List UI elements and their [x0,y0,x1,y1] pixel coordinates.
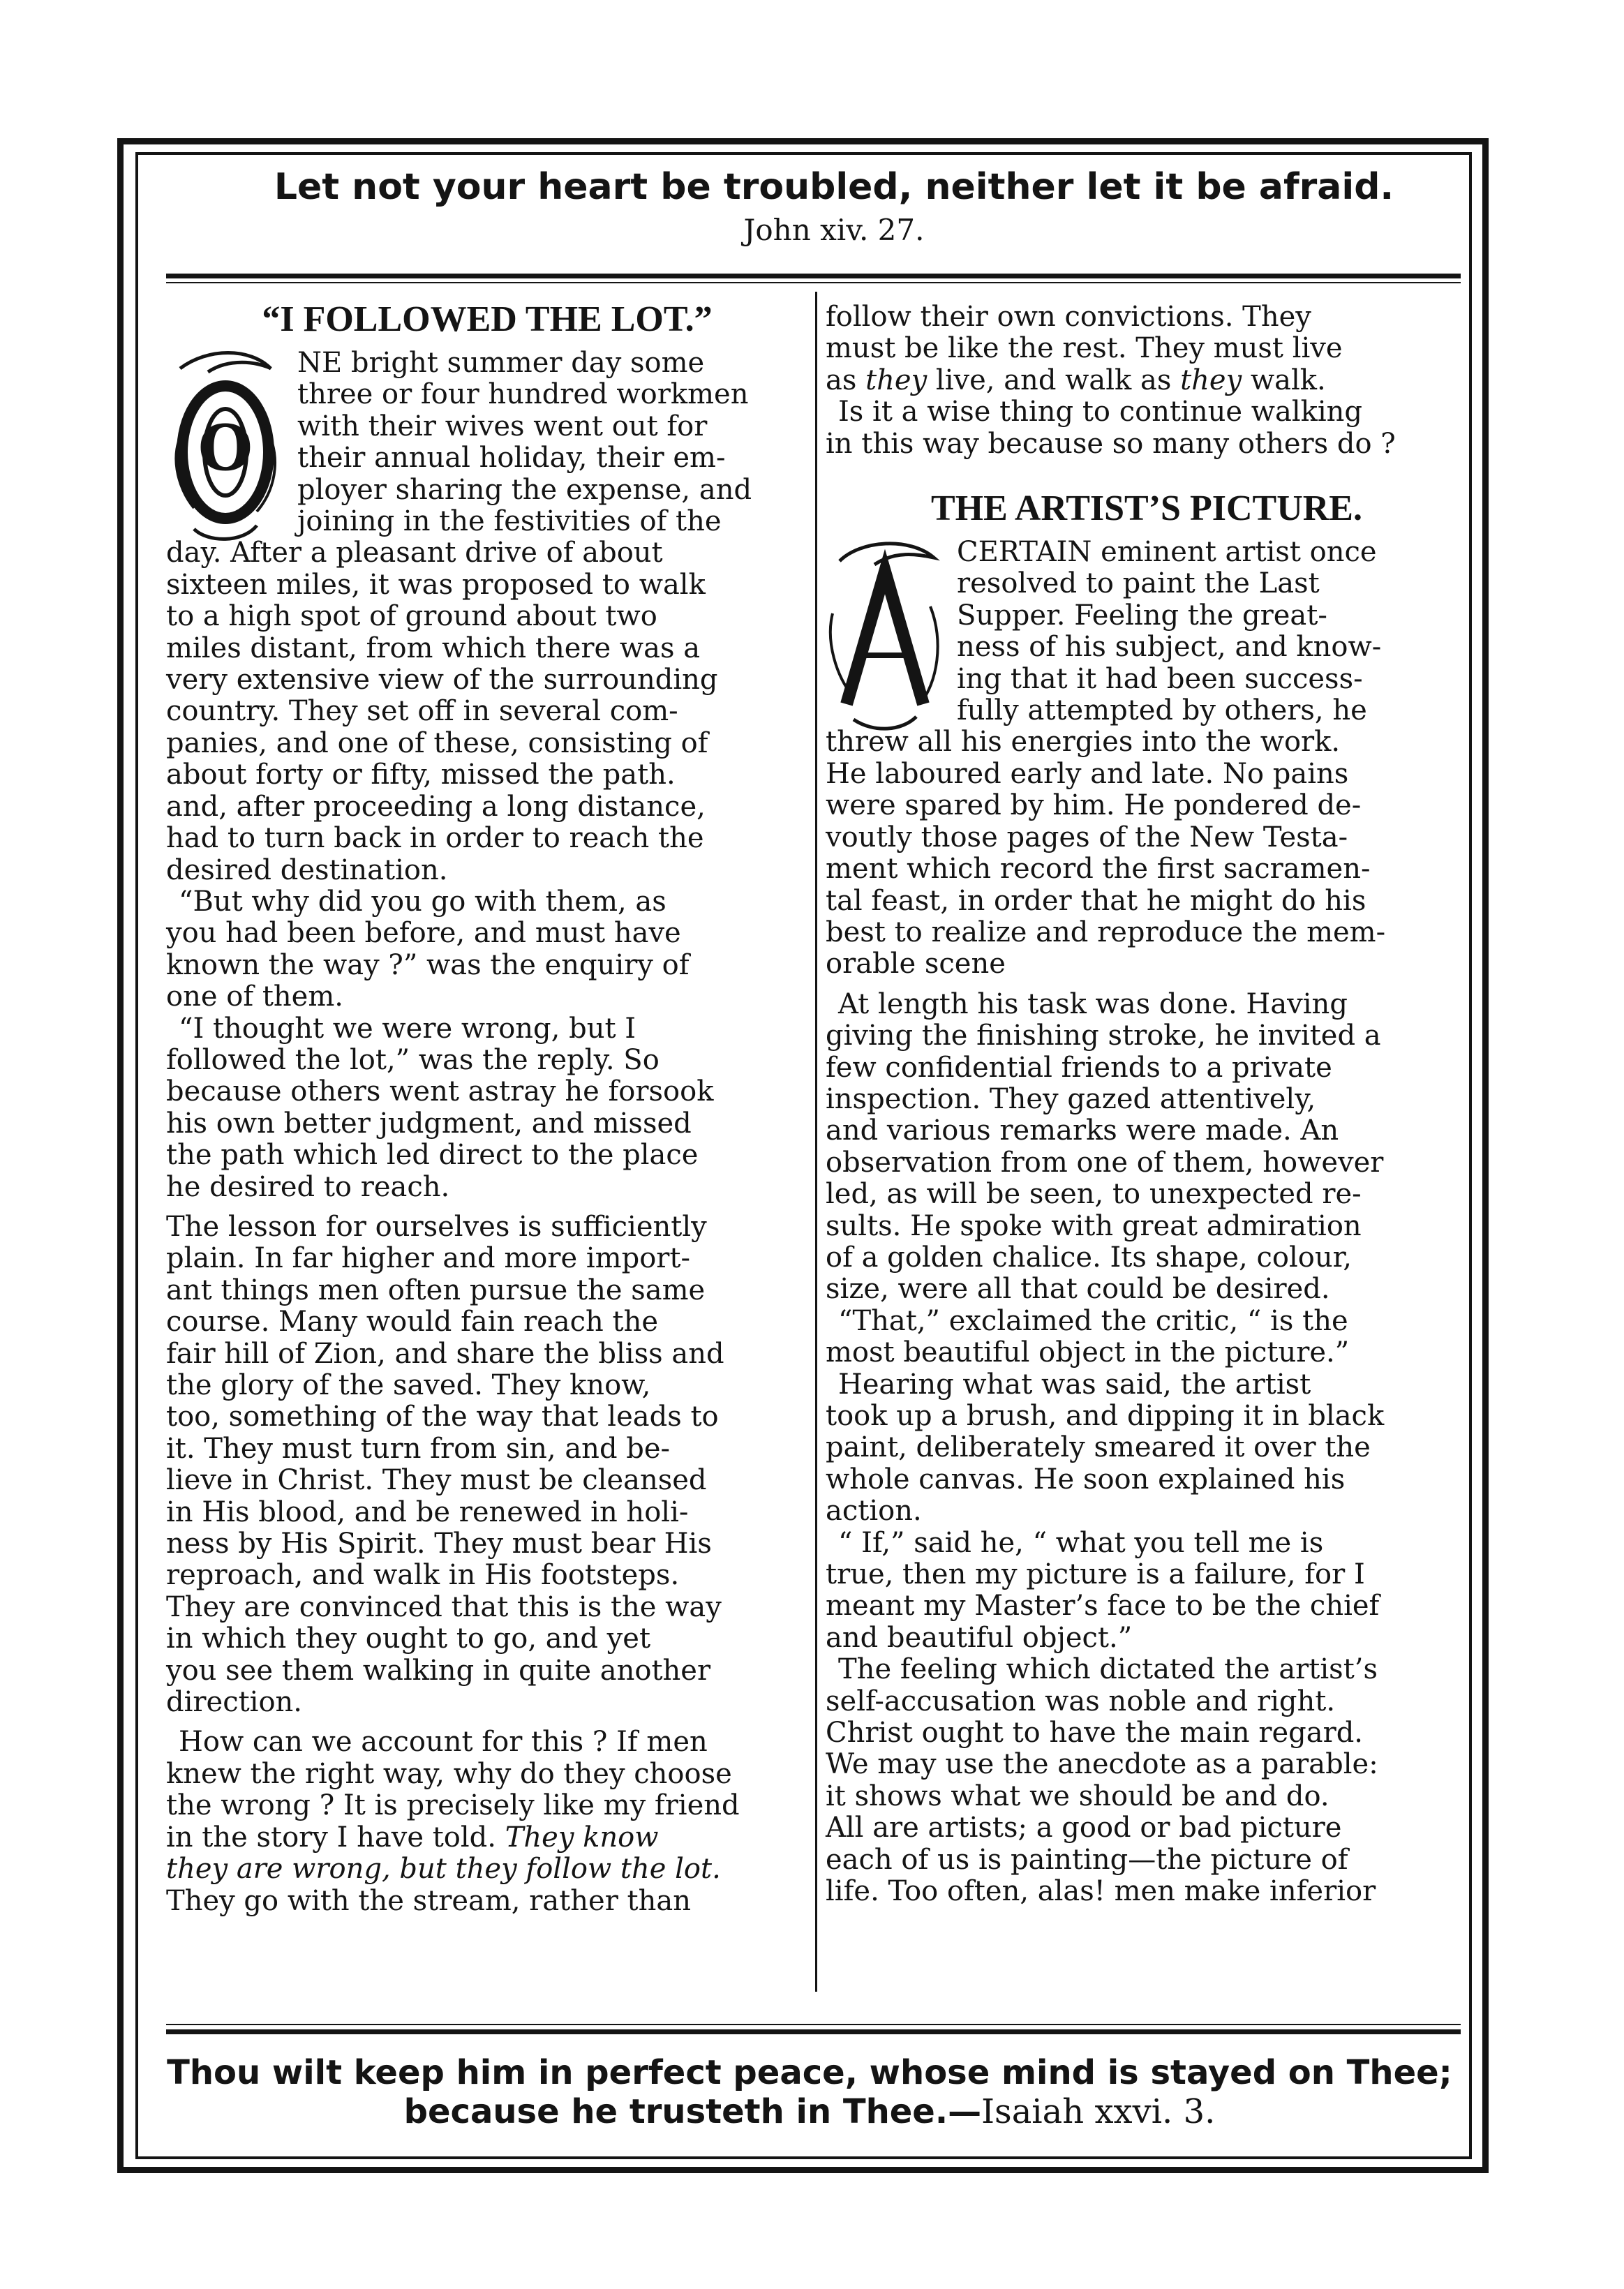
text-line: Is it a wise thing to continue walking [838,396,1363,428]
text-line: he desired to reach. [166,1170,450,1203]
text-line: the wrong ? It is precisely like my friend [166,1789,740,1822]
right-continuation [826,301,1468,460]
text-run: as [826,364,857,396]
text-line: ant things men often pursue the same [166,1274,706,1306]
text-line: in this way because so many others do ? [826,427,1396,460]
right-article-body [826,726,1468,1907]
dropcap-line: ness of his subject, and know- [957,631,1382,664]
header-rule [166,274,1461,278]
text-line: had to turn back in order to reach the [166,822,704,855]
text-line: must be like the rest. They must live [826,332,1343,365]
svg-text:A: A [874,657,896,691]
text-line: tal feast, in order that he might do his [826,884,1366,917]
text-line: orable scene [826,948,1006,981]
text-line: the glory of the saved. They know, [166,1369,651,1401]
text-line: follow their own convictions. They [826,301,1311,333]
text-line: knew the right way, why do they choose [166,1757,732,1790]
text-line: panies, and one of these, consisting of [166,726,708,759]
text-line: Christ ought to have the main regard. [826,1717,1364,1750]
text-line: because others went astray he forsook [166,1075,714,1108]
text-line: few confidential friends to a private [826,1051,1332,1084]
footer-verse-line-1: Thou wilt keep him in perfect peace, whose mind is stayed on Thee; [167,2053,1452,2092]
dropcap-line: three or four hundred workmen [297,378,749,411]
text-run: live, and walk as [935,364,1172,396]
text-line: miles distant, from which there was a [166,632,701,664]
column-divider [815,292,817,1992]
dropcap-line: fully attempted by others, he [957,694,1367,727]
text-line: action. [826,1495,922,1528]
text-line: course. Many would fain reach the [166,1306,659,1339]
footer-rule-thin [166,2024,1461,2025]
text-line: meant my Master’s face to be the chief [826,1590,1380,1623]
text-line: and beautiful object.” [826,1621,1133,1654]
text-line: took up a brush, and dipping it in black [826,1400,1385,1432]
text-line: “I thought we were wrong, but I [179,1012,636,1045]
text-line: and, after proceeding a long distance, [166,790,706,823]
text-line: How can we account for this ? If men [179,1726,708,1759]
text-line: “That,” exclaimed the critic, “ is the [838,1304,1348,1337]
text-line: giving the finishing stroke, he invited a [826,1020,1381,1052]
right-article-title: THE ARTIST’S PICTURE. [930,489,1362,529]
text-line: They are convinced that this is the way [166,1590,722,1623]
text-line: life. Too often, alas! men make inferior [826,1875,1376,1908]
text-line: very extensive view of the surrounding [166,664,718,696]
text-line: and various remarks were made. An [826,1114,1339,1147]
text-line: At length his task was done. Having [838,987,1348,1020]
dropcap-line: resolved to paint the Last [957,567,1320,600]
text-line: country. They set off in several com- [166,695,678,728]
text-line: lieve in Christ. They must be cleansed [166,1464,707,1497]
text-line: in His blood, and be renewed in holi- [166,1496,689,1528]
text-line: voutly those pages of the New Testa- [826,821,1348,853]
text-line: desired destination. [166,853,448,886]
header-rule-thin [166,282,1461,283]
text-line: self-accusation was noble and right. [826,1685,1336,1717]
text-line: direction. [166,1686,303,1719]
dropcap-line: with their wives went out for [297,410,708,442]
text-run: in the story I have told. [166,1821,496,1854]
text-line: in which they ought to go, and yet [166,1623,651,1655]
left-article-title: “I FOLLOWED THE LOT.” [262,299,713,339]
text-line: inspection. They gazed attentively, [826,1082,1316,1115]
dropcap-line: their annual holiday, their em- [297,442,726,475]
dropcap-line: ing that it had been success- [957,662,1363,695]
footer-verse-text: because he trusteth in Thee.— [403,2092,982,2131]
footer-verse [161,2053,1459,2131]
left-dropcap-block [166,348,808,537]
text-line: to a high spot of ground about two [166,600,657,633]
italic-text: they [1180,364,1242,396]
text-line: you had been before, and must have [166,917,681,950]
dropcap-line: joining in the festivities of the [297,505,722,538]
dropcap-line: Supper. Feeling the great- [957,599,1327,632]
dropcap-line: ployer sharing the expense, and [297,473,752,506]
italic-text: They know [505,1821,659,1854]
italic-line: they are wrong, but they follow the lot. [166,1853,721,1886]
text-line: followed the lot,” was the reply. So [166,1043,660,1076]
text-line: We may use the anecdote as a parable: [826,1748,1378,1781]
text-line: paint, deliberately smeared it over the [826,1431,1371,1464]
text-line: day. After a pleasant drive of about [166,537,663,569]
header-reference: John xiv. 27. [743,213,925,247]
text-line: known the way ?” was the enquiry of [166,948,690,981]
svg-text:O: O [198,411,253,485]
text-line: “But why did you go with them, as [179,885,666,918]
text-line: of a golden chalice. Its shape, colour, [826,1241,1353,1274]
dropcap-line: NE bright summer day some [297,347,705,379]
text-line: one of them. [166,981,343,1013]
italic-text: they [865,364,928,396]
text-line: sults. He spoke with great admiration [826,1209,1362,1242]
text-line: All are artists; a good or bad picture [826,1812,1342,1844]
text-line [166,1822,808,1854]
text-line: The feeling which dictated the artist’s [838,1653,1378,1686]
text-line: the path which led direct to the place [166,1139,699,1172]
text-line: The lesson for ourselves is sufficiently [166,1210,707,1243]
left-article [166,293,808,1917]
text-line: best to realize and reproduce the mem- [826,916,1386,948]
left-article-body [166,537,808,1916]
text-line: about forty or fifty, missed the path. [166,759,676,791]
text-line: were spared by him. He pondered de- [826,789,1362,822]
text-line: each of us is painting—the picture of [826,1843,1348,1876]
text-line: plain. In far higher and more import- [166,1242,690,1275]
footer-rule [166,2029,1461,2034]
text-line: ness by His Spirit. They must bear His [166,1528,712,1560]
text-line: sixteen miles, it was proposed to walk [166,568,706,601]
text-line: it shows what we should be and do. [826,1780,1329,1812]
text-run: walk. [1250,364,1326,396]
text-line: his own better judgment, and missed [166,1107,692,1140]
text-line [826,365,1468,396]
text-line: He laboured early and late. No pains [826,757,1349,790]
dropcap-line: CERTAIN eminent artist once [957,536,1377,569]
text-line: observation from one of them, however [826,1146,1384,1179]
text-line: most beautiful object in the picture.” [826,1336,1350,1369]
text-line: They go with the stream, rather than [166,1884,691,1917]
text-line: fair hill of Zion, and share the bliss and [166,1337,724,1370]
text-line: threw all his energies into the work. [826,726,1341,759]
ornamental-o-dropcap-icon [166,348,285,543]
text-line: reproach, and walk in His footsteps. [166,1559,680,1592]
text-line: too, something of the way that leads to [166,1401,719,1433]
right-dropcap-block [826,537,1468,726]
text-line: Hearing what was said, the artist [838,1368,1311,1401]
text-line: size, were all that could be desired. [826,1273,1330,1306]
text-line: whole canvas. He soon explained his [826,1463,1346,1496]
text-line: “ If,” said he, “ what you tell me is [838,1526,1324,1559]
header-verse: Let not your heart be troubled, neither let it be afraid. [274,166,1394,208]
footer-verse-line-2 [161,2092,1459,2131]
text-line: you see them walking in quite another [166,1654,711,1687]
text-line: it. They must turn from sin, and be- [166,1432,671,1465]
ornamental-a-dropcap-icon [826,537,944,732]
text-line: ment which record the first sacramen- [826,853,1371,886]
right-article [826,301,1468,1908]
text-line: true, then my picture is a failure, for I [826,1558,1365,1591]
footer-reference: Isaiah xxvi. 3. [981,2092,1216,2131]
text-line: led, as will be seen, to unexpected re- [826,1178,1362,1211]
